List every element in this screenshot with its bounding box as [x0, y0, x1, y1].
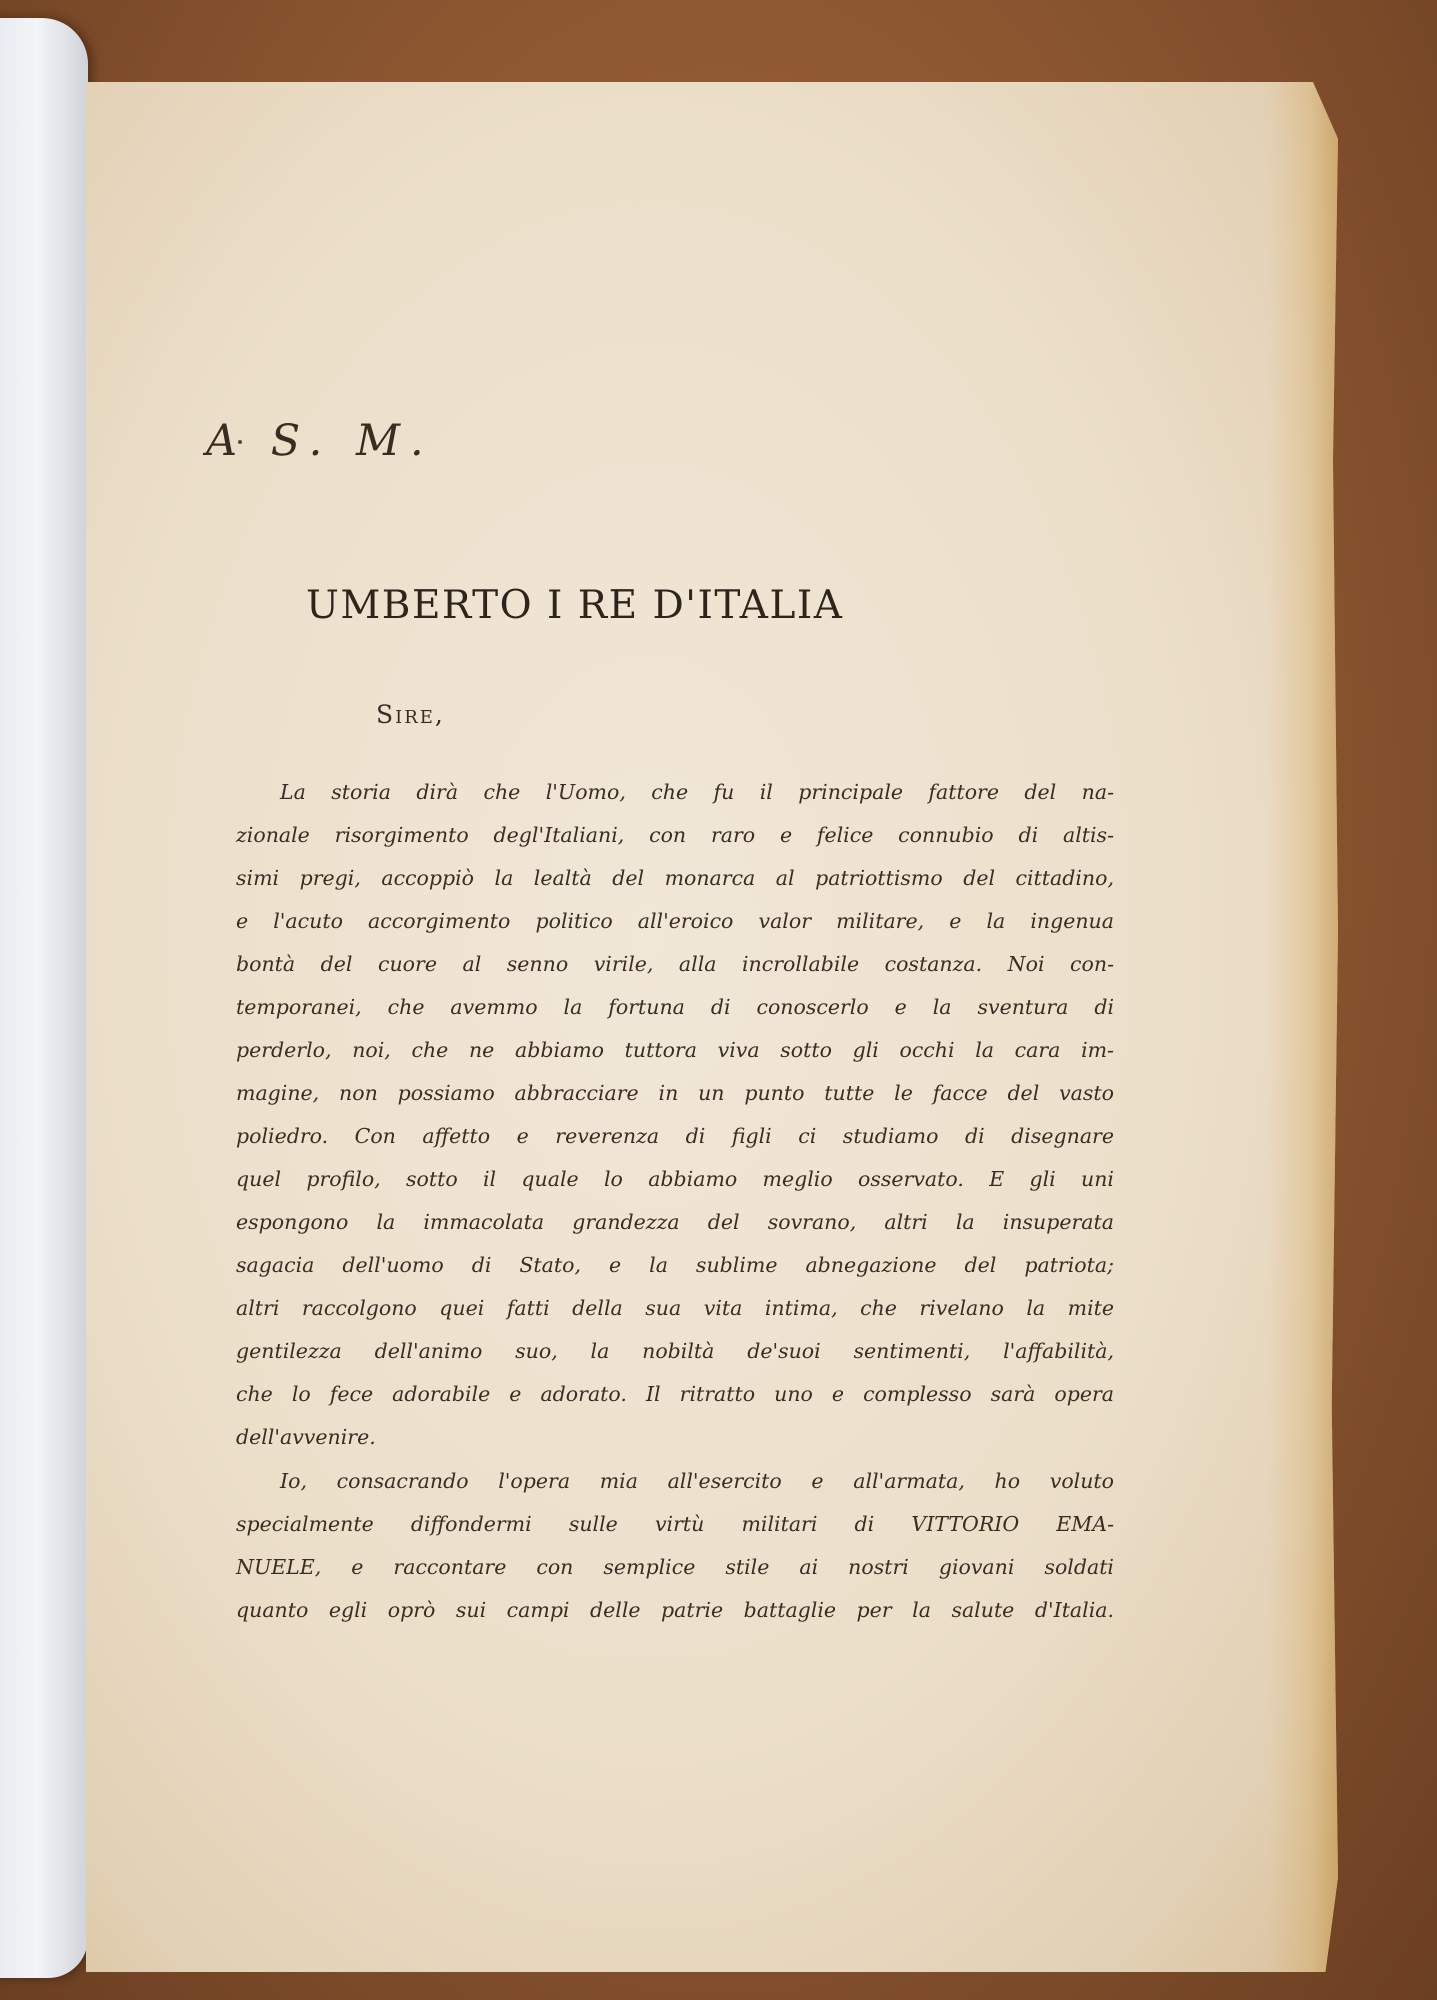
text-line: bontà del cuore al senno virile, alla incrollabile costanza. Noi con-	[236, 952, 1114, 976]
book-page	[86, 82, 1338, 1972]
text-line: poliedro. Con affetto e reverenza di figli ci studiamo di disegnare	[236, 1124, 1114, 1148]
text-line: e l'acuto accorgimento politico all'eroico valor militare, e la ingenua	[236, 909, 1114, 933]
page-edge-foxing	[1268, 82, 1338, 1972]
text-line: quel profilo, sotto il quale lo abbiamo meglio osservato. E gli uni	[236, 1167, 1114, 1191]
text-line: Io, consacrando l'opera mia all'esercito e all'armata, ho voluto	[280, 1469, 1114, 1493]
text-line: NUELE, e raccontare con semplice stile ai nostri giovani soldati	[236, 1555, 1114, 1579]
text-line: che lo fece adorabile e adorato. Il ritratto uno e complesso sarà opera	[236, 1382, 1114, 1406]
text-line: zionale risorgimento degl'Italiani, con raro e felice connubio di altis-	[236, 823, 1114, 847]
text-line: espongono la immacolata grandezza del sovrano, altri la insuperata	[236, 1210, 1114, 1234]
text-line: dell'avvenire.	[236, 1425, 376, 1449]
text-line: sagacia dell'uomo di Stato, e la sublime abnegazione del patriota;	[236, 1253, 1114, 1277]
text-line: altri raccolgono quei fatti della sua vita intima, che rivelano la mite	[236, 1296, 1114, 1320]
text-line: specialmente diffondermi sulle virtù militari di VITTORIO EMA-	[236, 1512, 1114, 1536]
text-line: quanto egli oprò sui campi delle patrie battaglie per la salute d'Italia.	[236, 1598, 1114, 1622]
text-line: temporanei, che avemmo la fortuna di conoscerlo e la sventura di	[236, 995, 1114, 1019]
text-line: magine, non possiamo abbracciare in un punto tutte le facce del vasto	[236, 1081, 1114, 1105]
text-line: simi pregi, accoppiò la lealtà del monarca al patriottismo del cittadino,	[236, 866, 1114, 890]
page-title: UMBERTO I RE D'ITALIA	[306, 583, 844, 628]
text-line: gentilezza dell'animo suo, la nobiltà de'suoi sentimenti, l'affabilità,	[236, 1339, 1114, 1363]
dedication: A S. M.	[206, 416, 434, 466]
text-line: La storia dirà che l'Uomo, che fu il principale fattore del na-	[280, 780, 1114, 804]
facing-page-edge	[0, 18, 88, 1978]
salutation: Sire,	[376, 700, 445, 729]
text-line: perderlo, noi, che ne abbiamo tuttora viva sotto gli occhi la cara im-	[236, 1038, 1114, 1062]
